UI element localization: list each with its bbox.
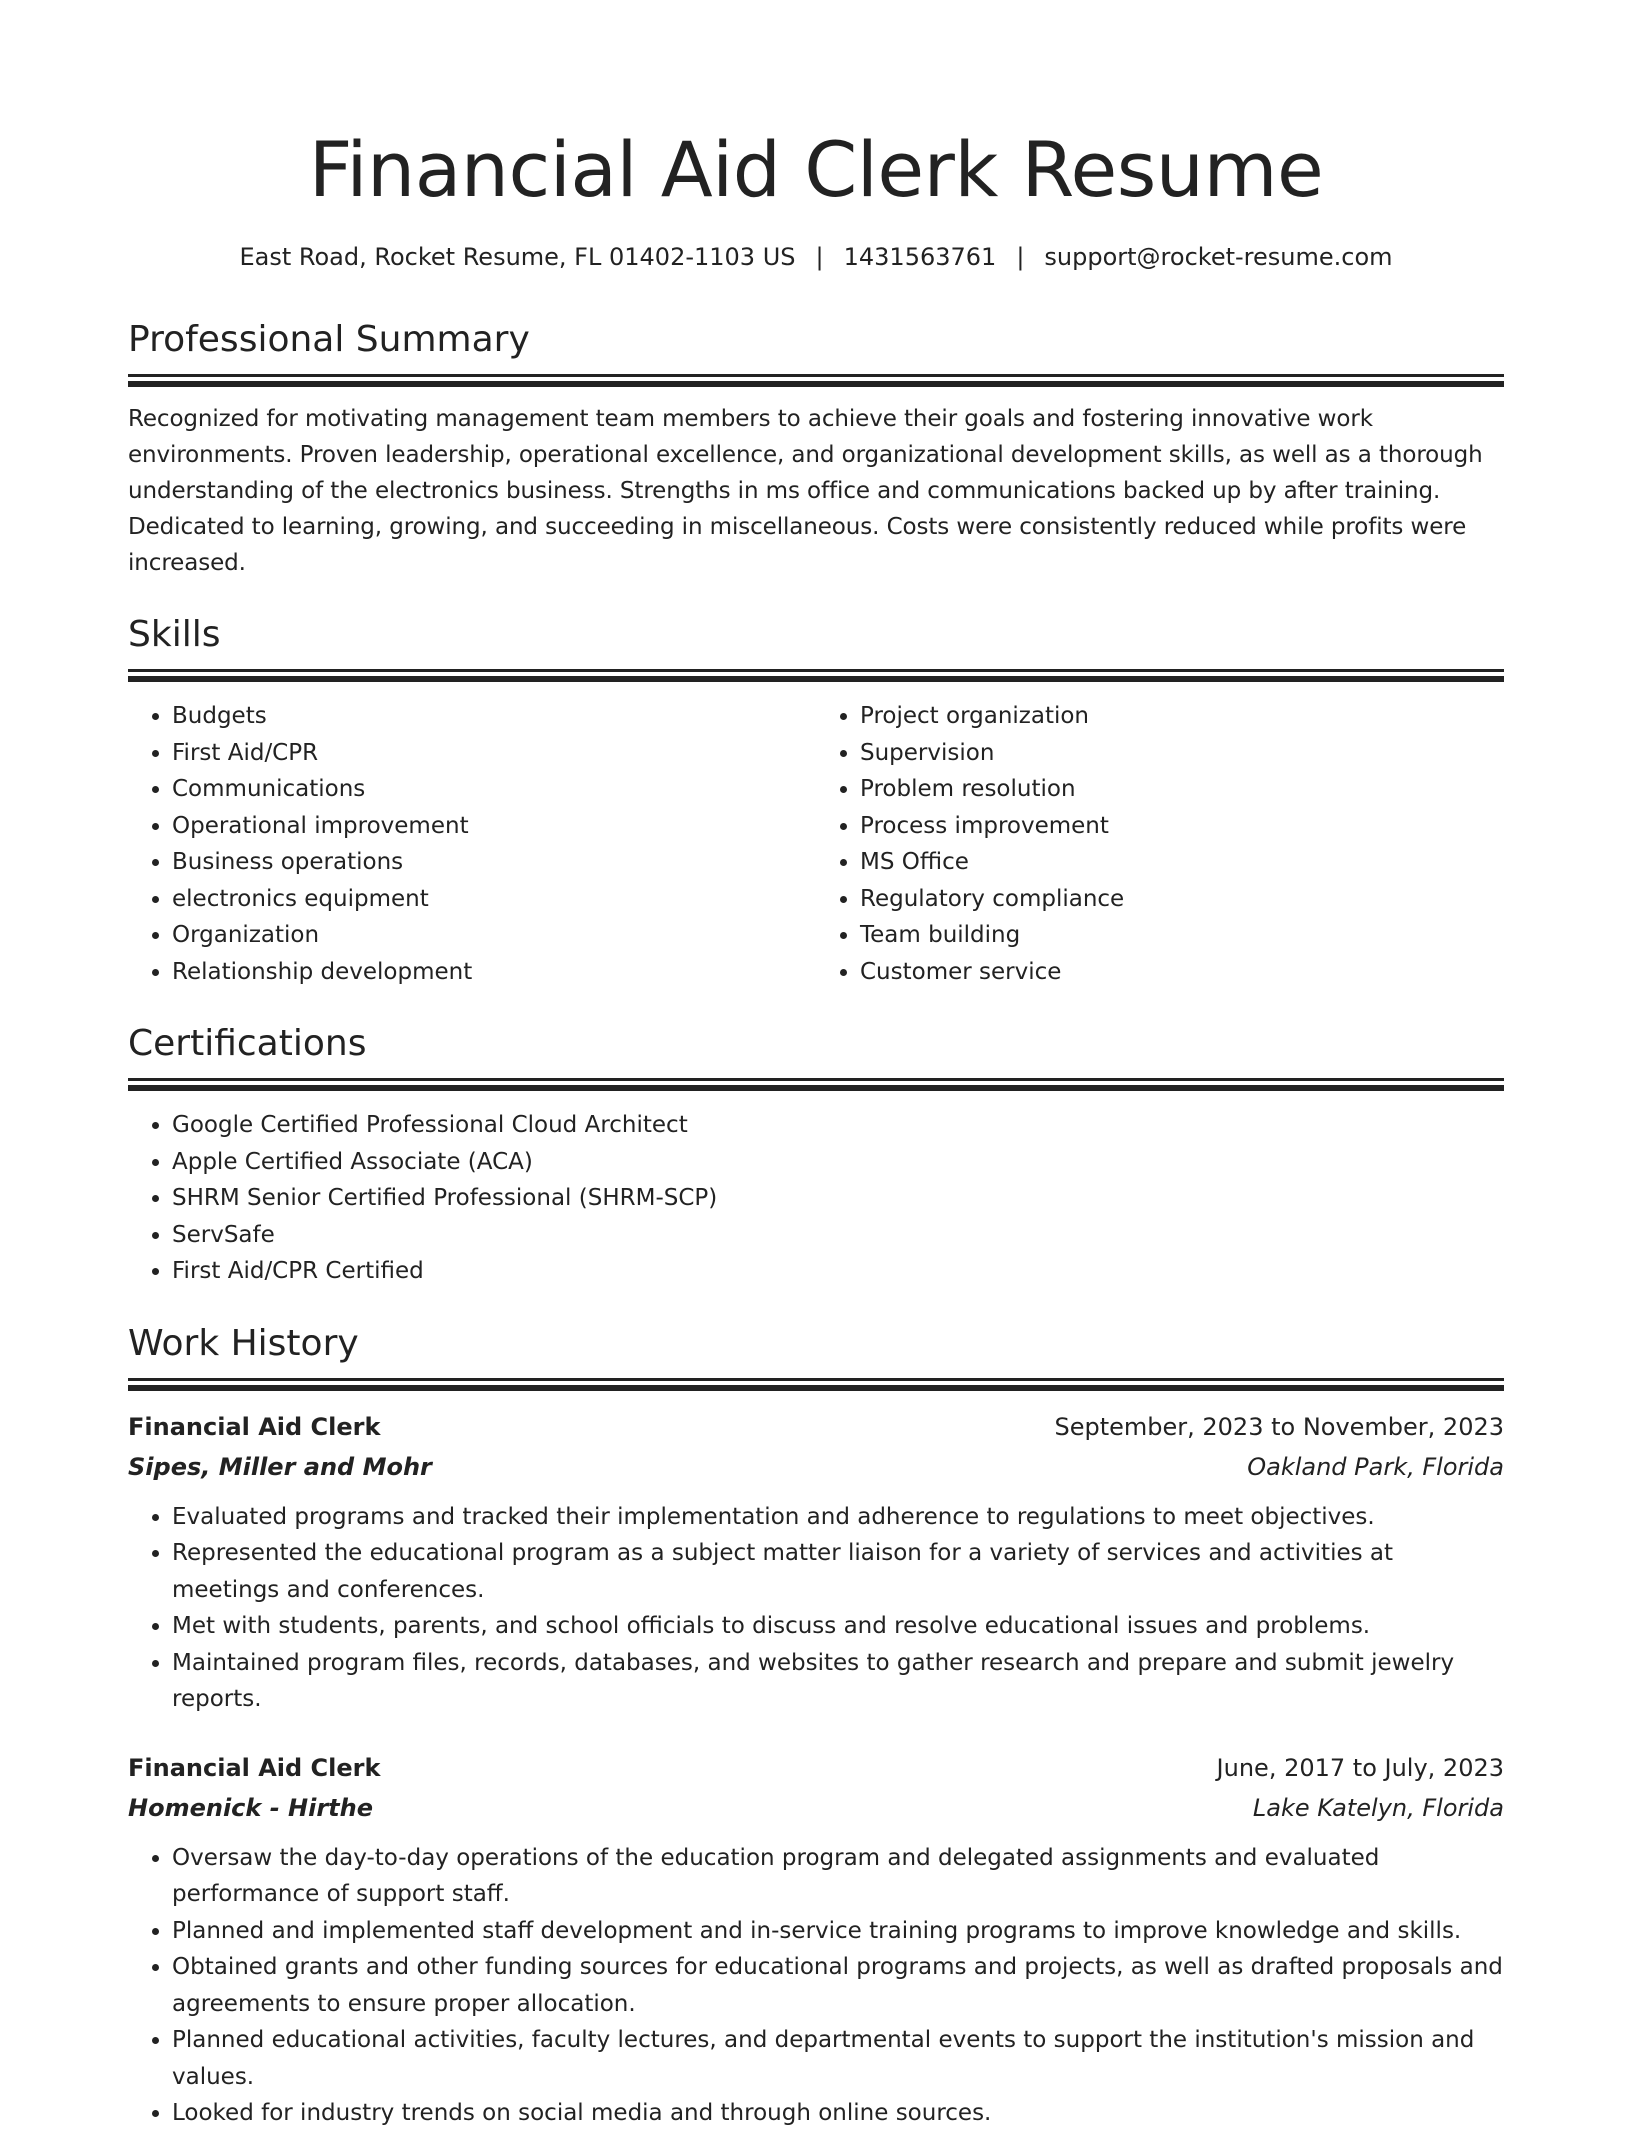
skill-item: • Regulatory compliance	[860, 881, 1504, 918]
skill-item: • Problem resolution	[860, 771, 1504, 808]
skill-item: • Business operations	[172, 844, 816, 881]
skill-item: • Budgets	[172, 698, 816, 735]
contact-separator: |	[1016, 243, 1025, 271]
resume-page	[128, 0, 1504, 2132]
skill-item: • Customer service	[860, 954, 1504, 991]
divider	[128, 381, 1504, 387]
certification-item: • Apple Certified Associate (ACA)	[172, 1144, 1504, 1181]
divider	[128, 1078, 1504, 1081]
resume-title: Financial Aid Clerk Resume	[308, 125, 1324, 214]
divider	[128, 1385, 1504, 1391]
divider	[128, 374, 1504, 377]
certification-item: • Google Certified Professional Cloud Architect	[172, 1107, 1504, 1144]
skills-section	[128, 611, 1504, 990]
work-history-section	[128, 1320, 1504, 2132]
section-heading: Skills	[128, 614, 221, 655]
job-company: Sipes, Miller and Mohr	[128, 1452, 432, 1481]
certification-item: • First Aid/CPR Certified	[172, 1253, 1504, 1290]
contact-separator: |	[815, 243, 824, 271]
skill-item: • Organization	[172, 917, 816, 954]
section-heading: Certifications	[128, 1023, 367, 1064]
job-bullet: • Obtained grants and other funding sources for educational programs and projects, as well as drafted proposals and agreements to ensure proper allocation.	[172, 1949, 1504, 2022]
job-bullet: • Represented the educational program as a subject matter liaison for a variety of services and activities at meetings and conferences.	[172, 1535, 1504, 1608]
skill-item: • Supervision	[860, 735, 1504, 772]
skill-item: • Relationship development	[172, 954, 816, 991]
summary-text: Recognized for motivating management team members to achieve their goals and fostering innovative work environments. Proven leadership, operational excellence, and organizational development skills, as well as a thorough understanding of the electronics business. Strengths in ms office and communications backed up by after training. Dedicated to learning, growing, and succeeding in miscellaneous. Costs were consistently reduced while profits were increased.	[128, 406, 1483, 576]
job-bullets	[128, 1499, 1504, 1718]
job-bullet: • Oversaw the day-to-day operations of the education program and delegated assignments and evaluated performance of support staff.	[172, 1840, 1504, 1913]
skills-list-left	[128, 698, 816, 990]
job-subheader	[128, 1788, 1504, 1828]
job-bullet: • Met with students, parents, and school officials to discuss and resolve educational issues and problems.	[172, 1608, 1504, 1645]
certifications-section	[128, 1020, 1504, 1290]
job-header	[128, 1748, 1504, 1788]
job-dates: September, 2023 to November, 2023	[1054, 1412, 1504, 1441]
skill-item: • Operational improvement	[172, 808, 816, 845]
section-heading: Professional Summary	[128, 319, 530, 360]
certifications-list	[128, 1107, 1504, 1290]
job-header	[128, 1407, 1504, 1447]
job-title: Financial Aid Clerk	[128, 1412, 381, 1441]
divider	[128, 1378, 1504, 1381]
job-bullets	[128, 1840, 1504, 2132]
job-location: Oakland Park, Florida	[1247, 1452, 1504, 1481]
job-dates: June, 2017 to July, 2023	[1216, 1753, 1504, 1782]
skill-item: • Project organization	[860, 698, 1504, 735]
skill-item: • MS Office	[860, 844, 1504, 881]
certification-item: • ServSafe	[172, 1217, 1504, 1254]
skill-item: • electronics equipment	[172, 881, 816, 918]
divider	[128, 676, 1504, 682]
skills-grid	[128, 698, 1504, 990]
summary-section	[128, 316, 1504, 581]
section-heading: Work History	[128, 1322, 359, 1364]
job-entry	[128, 1748, 1504, 2132]
job-location: Lake Katelyn, Florida	[1252, 1793, 1504, 1822]
contact-address: East Road, Rocket Resume, FL 01402-1103 US	[239, 243, 796, 271]
contact-email[interactable]: support@rocket-resume.com	[1044, 243, 1393, 271]
skill-item: • Process improvement	[860, 808, 1504, 845]
job-bullet: • Evaluated programs and tracked their implementation and adherence to regulations to meet objectives.	[172, 1499, 1504, 1536]
skill-item: • Team building	[860, 917, 1504, 954]
job-bullet: • Planned educational activities, faculty lectures, and departmental events to support the institution's mission and values.	[172, 2022, 1504, 2095]
skill-item: • First Aid/CPR	[172, 735, 816, 772]
job-entry	[128, 1407, 1504, 1718]
contact-phone: 1431563761	[843, 243, 997, 271]
certification-item: • SHRM Senior Certified Professional (SHRM-SCP)	[172, 1180, 1504, 1217]
job-company: Homenick - Hirthe	[128, 1793, 374, 1822]
job-bullet: • Looked for industry trends on social media and through online sources.	[172, 2095, 1504, 2132]
job-bullet: • Planned and implemented staff development and in-service training programs to improve knowledge and skills.	[172, 1913, 1504, 1950]
divider	[128, 669, 1504, 672]
job-title: Financial Aid Clerk	[128, 1753, 381, 1782]
skill-item: • Communications	[172, 771, 816, 808]
contact-line	[128, 240, 1504, 274]
job-subheader	[128, 1447, 1504, 1487]
job-bullet: • Maintained program files, records, databases, and websites to gather research and prepare and submit jewelry reports.	[172, 1645, 1504, 1718]
skills-list-right	[816, 698, 1504, 990]
divider	[128, 1085, 1504, 1091]
